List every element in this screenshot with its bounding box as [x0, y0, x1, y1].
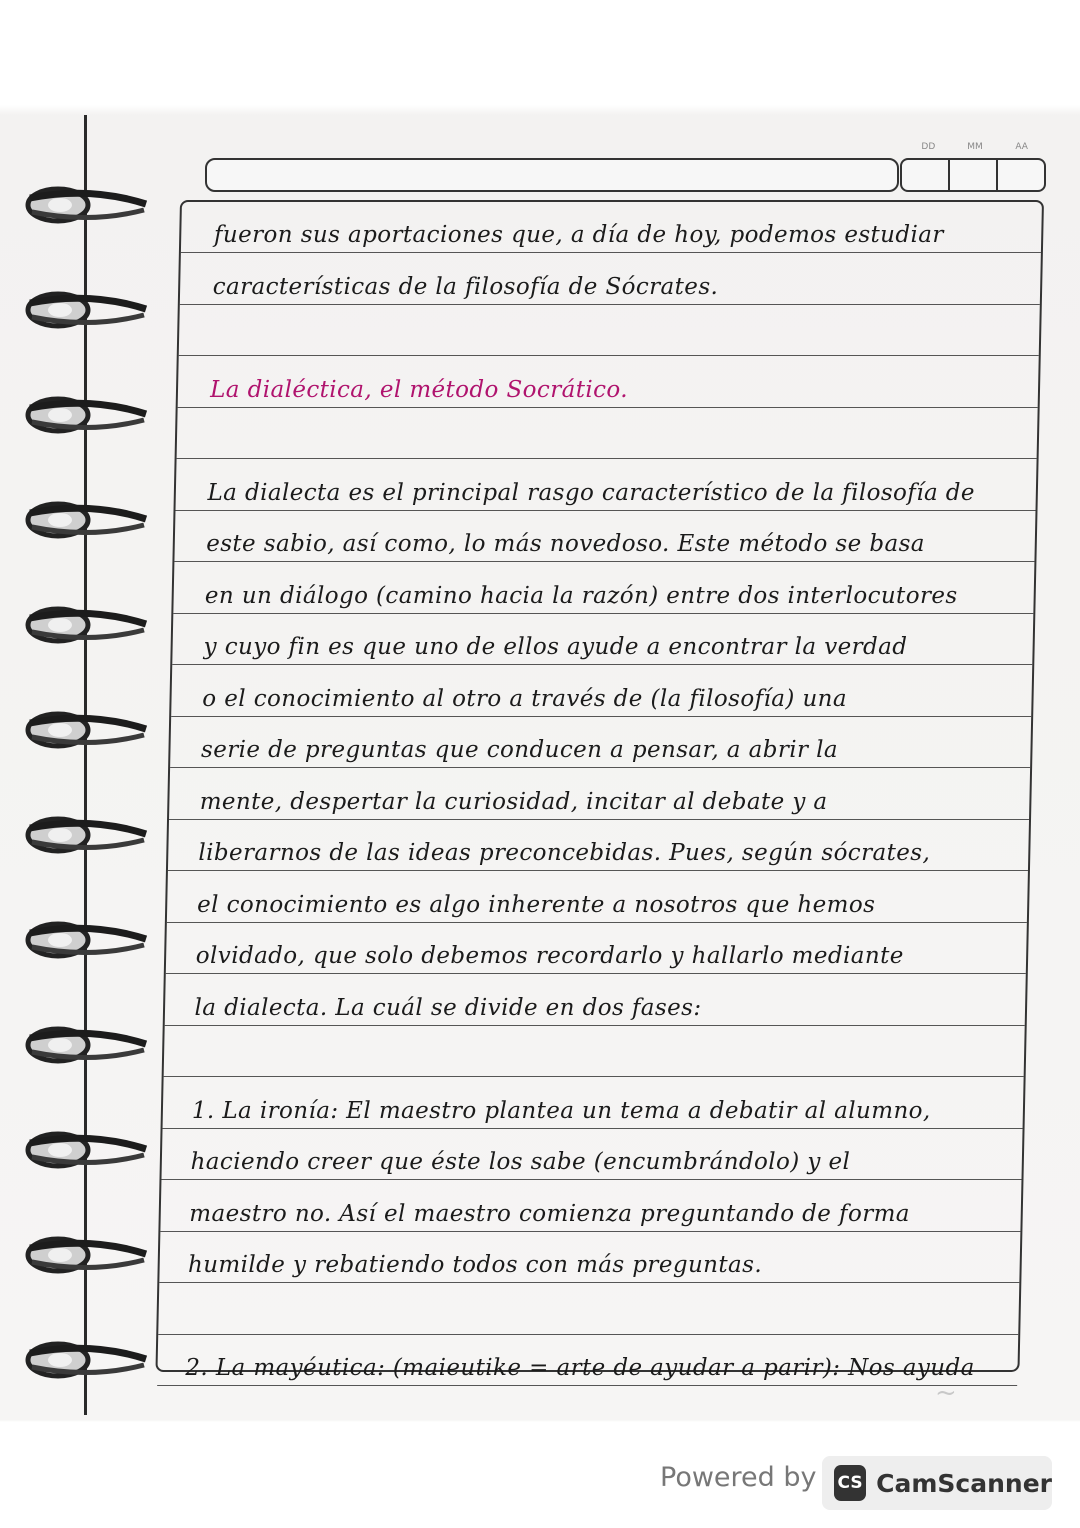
date-labels — [905, 142, 1045, 152]
date-cell-month — [950, 160, 998, 190]
spiral-ring — [20, 182, 150, 228]
ruled-line — [178, 407, 1038, 408]
ruled-line — [173, 613, 1033, 614]
title-box — [205, 158, 899, 192]
note-line: fueron sus aportaciones que, a día de hoy, podemos estudiar — [214, 222, 944, 248]
spiral-binding — [0, 110, 175, 1420]
spiral-ring — [20, 602, 150, 648]
note-line: o el conocimiento al otro a través de (la filosofía) una — [202, 685, 847, 712]
ruled-line — [164, 1076, 1024, 1077]
ruled-line — [175, 510, 1035, 511]
note-line: 1. La ironía: El maestro plantea un tema a debatir al alumno, — [191, 1097, 931, 1124]
ruled-line — [179, 355, 1039, 356]
ruled-line — [180, 304, 1040, 305]
faint-signature: ~ — [935, 1378, 957, 1408]
ruled-line — [165, 1025, 1025, 1026]
note-line: serie de preguntas que conducen a pensar, a abrir la — [201, 737, 838, 763]
note-line: este sabio, así como, lo más novedoso. Este método se basa — [206, 531, 925, 557]
ruled-line — [166, 973, 1026, 974]
spiral-ring — [20, 1127, 150, 1173]
camscanner-brand: CamScanner — [876, 1468, 1052, 1498]
spiral-ring — [20, 1232, 150, 1278]
date-label-day: DD — [921, 142, 936, 152]
note-line: características de la filosofía de Sócrates. — [212, 273, 719, 300]
ruled-line — [157, 1385, 1017, 1386]
ruled-line — [170, 767, 1030, 768]
ruled-line — [172, 664, 1032, 665]
note-line: olvidado, que solo debemos recordarlo y hallarlo mediante — [195, 943, 904, 969]
spiral-ring — [20, 1337, 150, 1383]
camscanner-logo-icon: CS — [834, 1465, 866, 1501]
spiral-ring — [20, 707, 150, 753]
note-line: humilde y rebatiendo todos con más preguntas. — [188, 1252, 763, 1278]
ruled-line — [181, 252, 1041, 253]
note-line: el conocimiento es algo inherente a nosotros que hemos — [197, 891, 876, 918]
ruled-line — [158, 1334, 1018, 1335]
powered-by-text: Powered by — [660, 1462, 817, 1493]
note-line: haciendo creer que éste los sabe (encumbrándolo) y el — [190, 1149, 851, 1175]
spiral-ring — [20, 917, 150, 963]
note-line: maestro no. Así el maestro comienza preguntando de forma — [189, 1200, 910, 1227]
camscanner-badge — [822, 1456, 1052, 1510]
ruled-line — [168, 870, 1028, 871]
ruled-line — [167, 922, 1027, 923]
date-cell-year — [998, 160, 1044, 190]
ruled-line — [160, 1231, 1020, 1232]
spiral-ring — [20, 287, 150, 333]
ruled-line — [169, 819, 1029, 820]
date-box — [900, 158, 1046, 192]
spiral-ring — [20, 812, 150, 858]
ruled-line — [174, 561, 1034, 562]
note-line: la dialecta. La cuál se divide en dos fases: — [194, 994, 702, 1021]
ruled-line — [159, 1282, 1019, 1283]
date-label-year: AA — [1015, 142, 1028, 152]
ruled-line — [161, 1179, 1021, 1180]
ruled-line — [163, 1128, 1023, 1129]
spiral-ring — [20, 392, 150, 438]
note-line: liberarnos de las ideas preconcebidas. Pues, según sócrates, — [198, 840, 931, 866]
note-line: en un diálogo (camino hacia la razón) entre dos interlocutores — [204, 582, 958, 609]
date-label-month: MM — [967, 142, 983, 152]
ruled-line — [171, 716, 1031, 717]
ruled-line — [177, 458, 1037, 459]
note-line: La dialecta es el principal rasgo característico de la filosofía de — [207, 479, 975, 506]
note-line: mente, despertar la curiosidad, incitar al debate y a — [199, 788, 828, 815]
spiral-ring — [20, 497, 150, 543]
date-cell-day — [902, 160, 950, 190]
note-line: La dialéctica, el método Socrático. — [210, 376, 628, 403]
note-line: y cuyo fin es que uno de ellos ayude a encontrar la verdad — [203, 634, 908, 660]
spiral-ring — [20, 1022, 150, 1068]
note-line: 2. La mayéutica: (maieutike = arte de ayudar a parir): Nos ayuda — [185, 1355, 975, 1381]
